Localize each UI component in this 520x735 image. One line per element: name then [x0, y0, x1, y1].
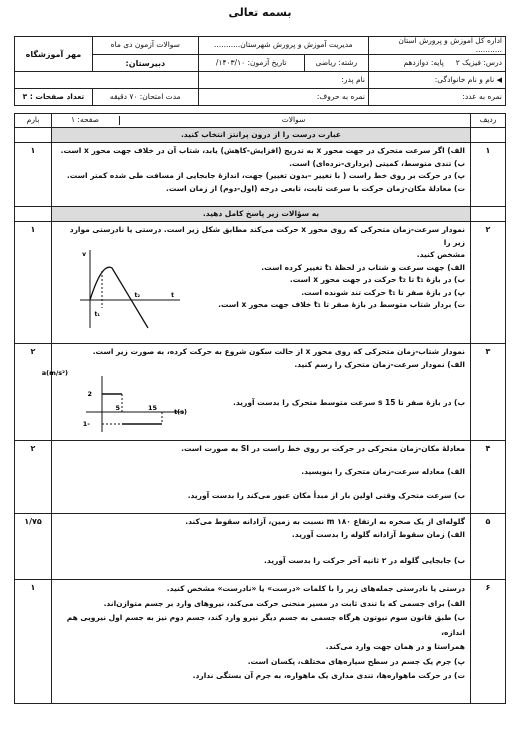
management-cell: مدیریت آموزش و پرورش شهرستان........... [198, 37, 368, 55]
question-2-body [52, 222, 471, 344]
student-name-cell[interactable] [368, 72, 505, 89]
question-1-number: ۱ [471, 143, 506, 207]
q5-line-b: ب) جابجایی گلوله در ۲ ثانیه آخر حرکت را بدست آورید. [264, 556, 465, 565]
q4-line-a: الف) معادله سرعت-زمان متحرک را بنویسید. [301, 466, 465, 476]
acceleration-time-graph [41, 366, 216, 436]
question-3-body [41, 344, 471, 441]
question-5-number: ۵ [471, 514, 506, 580]
question-4-body [52, 441, 471, 514]
section-spacer [15, 128, 52, 143]
empty-cell [15, 72, 199, 89]
q2-line-d: ت) بردار شتاب متوسط در بازهٔ صفر تا t₁ خلاف جهت محور x است. [218, 300, 465, 309]
question-4-number: ۴ [471, 441, 506, 514]
t1-label: t₁ [94, 311, 100, 318]
question-4-score: ۲ [15, 441, 52, 514]
question-3-score: ۲ [15, 344, 52, 441]
exam-title-cell: سوالات آزمون دی ماه [92, 37, 198, 55]
exam-header-table [14, 36, 506, 106]
field-cell: رشته: ریاضی [304, 55, 368, 72]
section-spacer [471, 207, 506, 222]
a-axis-label: a(m/s²) [41, 369, 68, 377]
grade-words-cell[interactable]: نمره به حروف: [198, 89, 368, 106]
grade-label: پایه: دوازدهم [403, 57, 444, 67]
question-5-score: ۱/۷۵ [15, 514, 52, 580]
pages-cell: تعداد صفحات : ۳ [15, 89, 93, 106]
q3-line-b: ب) در بازهٔ صفر تا 15 s سرعت متوسط متحرک را بدست آورید. [233, 398, 465, 407]
father-name-cell[interactable]: نام پدر: [198, 72, 368, 89]
v-axis-label: v [82, 251, 86, 258]
q6-line-intro: درستی یا نادرستی جمله‌های زیر را با کلمات «درست» یا «نادرست» مشخص کنید. [166, 584, 465, 593]
tick-label-minus-1: -1 [82, 420, 90, 428]
course-label: درس: فیزیک ۲ [455, 57, 502, 67]
q1-line-a: الف) اگر سرعت متحرک در جهت محور x به تدریج (افزایش-کاهش) یابد، شتاب آن در خلاف جهت محور x است. [60, 146, 465, 155]
question-2-score: ۱ [15, 222, 52, 344]
grade-number-cell[interactable]: نمره به عدد: [368, 89, 505, 106]
q1-line-d: ت) معادلهٔ مکان-زمان حرکت با سرعت ثابت، تابعی درجه (اول-دوم) از زمان است. [166, 183, 465, 193]
section-1-heading: عبارت درست را از درون پرانتز انتخاب کنید. [52, 128, 471, 143]
q3-line-intro: نمودار شتاب-زمان متحرکی که روی محور x از حالت سکون شروع به حرکت کرده، به صورت زیر است. [92, 347, 465, 356]
name-label: نام و نام خانوادگی: [434, 74, 495, 84]
question-1-score: ۱ [15, 143, 52, 207]
q6-line-b-cont: همراستا و در همان جهت وارد می‌کند. [325, 642, 465, 651]
questions-column-header [52, 114, 471, 128]
exam-date-cell: تاریخ آزمون: ۱۴۰۳/۱۰/ [198, 55, 304, 72]
question-6-score: ۱ [15, 580, 52, 704]
q5-line-intro: گلوله‌ای از یک صخره به ارتفاع ۱۸۰ m نسبت به زمین، آزادانه سقوط می‌کند. [185, 517, 465, 526]
dept-cell: اداره کل آموزش و پرورش استان ........... [368, 37, 505, 55]
section-spacer [471, 128, 506, 143]
question-2-number: ۲ [471, 222, 506, 344]
course-cell [368, 55, 505, 72]
tick-label-5: 5 [115, 404, 120, 412]
t2-label: t₂ [134, 292, 140, 299]
school-cell: دبیرستان: [92, 55, 198, 72]
q2-line-c: پ) در بازهٔ صفر تا t₁ حرکت تند شونده است. [301, 287, 465, 297]
bismillah-heading: بسمه تعالی [228, 6, 292, 19]
question-1-body [52, 143, 471, 207]
q1-line-c: پ) در حرکت بر روی خط راست ( با تغییر –بدون تغییر) جهت، اندازهٔ جابجایی از مسافت طی شده کمتر است. [66, 171, 465, 180]
questions-table [14, 113, 506, 704]
section-2-heading: به سؤالات زیر پاسخ کامل دهید. [52, 207, 471, 222]
section-spacer [15, 207, 52, 222]
question-6-body [52, 580, 471, 704]
q5-line-a: الف) زمان سقوط آزادانه گلوله را بدست آورید. [291, 529, 465, 539]
q6-line-a: الف) برای جسمی که با تندی ثابت در مسیر منحنی حرکت می‌کند، نیروهای وارد بر جسم متوازن‌اند. [103, 598, 465, 608]
school-stamp-cell: مهر آموزشگاه [15, 37, 93, 72]
q2-line-intro2: مشخص کنید. [416, 250, 465, 259]
q2-line-b: ب) در بازهٔ t₁ تا t₂ حرکت در جهت محور x است. [289, 275, 465, 284]
score-column-header: بارم [15, 114, 52, 128]
page-number-label: صفحه: ۱ [55, 116, 120, 125]
question-3-number: ۳ [471, 344, 506, 441]
q2-line-a: الف) جهت سرعت و شتاب در لحظهٔ t₁ تغییر کرده است. [261, 262, 465, 272]
q6-line-c: پ) جرم یک جسم در سطح سیاره‌های مختلف، یکسان است. [247, 656, 465, 666]
questions-label: سوالات [281, 115, 306, 125]
q6-line-d: ت) در حرکت ماهواره‌ها، تندی مداری یک ماهواره، به جرم آن بستگی ندارد. [192, 671, 465, 680]
time-axis-label: t(s) [174, 408, 187, 416]
duration-cell: مدت امتحان: ۷۰ دقیقه [92, 89, 198, 106]
arrow-left-icon: ◀ [496, 75, 502, 84]
q4-line-intro: معادلهٔ مکان-زمان متحرکی در حرکت بر روی خط راست در SI به صورت است. [181, 444, 465, 453]
row-column-header: ردیف [471, 114, 506, 128]
t-axis-label: t [171, 292, 174, 299]
q1-line-b: ب) تندی متوسط، کمیتی (برداری-نرده‌ای) است. [289, 158, 465, 168]
tick-label-15: 15 [147, 404, 157, 412]
tick-label-2: 2 [87, 390, 92, 398]
question-5-body [52, 514, 471, 580]
question-6-number: ۶ [471, 580, 506, 704]
q6-line-b: ب) طبق قانون سوم نیوتون هرگاه جسمی به جسم دیگر نیرو وارد کند، جسم دوم نیز به جسم اول نیرویی هم اندازه، [66, 613, 465, 637]
q2-line-intro: نمودار سرعت-زمان متحرکی که روی محور x حرکت می‌کند مطابق شکل زیر است. درستی یا نادرستی موارد زیر را [69, 225, 465, 247]
velocity-time-graph [78, 248, 183, 330]
q4-line-b: ب) سرعت متحرک وقتی اولین بار از مبدأ مکان عبور می‌کند را بدست آورید. [187, 491, 465, 500]
q3-line-a: الف) نمودار سرعت-زمان متحرک را رسم کنید. [294, 359, 465, 369]
